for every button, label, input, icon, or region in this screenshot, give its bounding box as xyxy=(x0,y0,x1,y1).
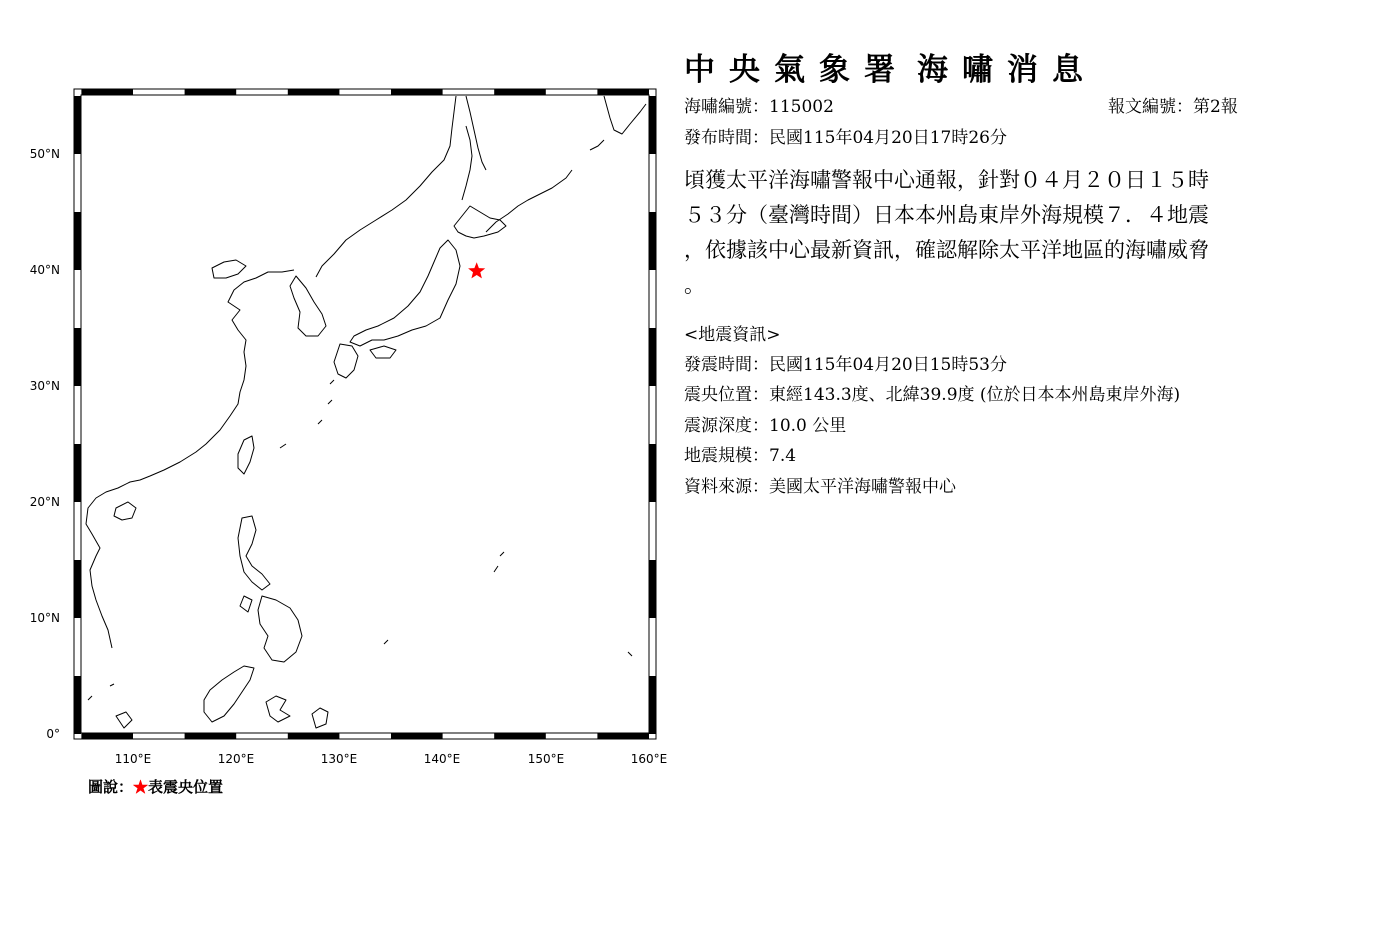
latitude-labels xyxy=(30,147,60,741)
frame-segment xyxy=(494,733,546,739)
frame-segment xyxy=(74,212,81,270)
quake-location: 震央位置：東經143.3度、北緯39.9度 (位於日本本州島東岸外海) xyxy=(684,385,1181,405)
frame-segment xyxy=(185,89,237,95)
legend-star-icon: ★ xyxy=(133,778,149,796)
tsunami-map xyxy=(0,0,680,800)
epicenter-star-icon xyxy=(468,262,485,278)
data-source: 資料來源：美國太平洋海嘯警報中心 xyxy=(684,477,956,497)
map-frame xyxy=(74,89,656,739)
page-title xyxy=(684,44,1097,89)
frame-segment xyxy=(74,96,81,154)
body-line: ５３分（臺灣時間）日本本州島東岸外海規模７．４地震 xyxy=(684,203,1209,227)
message-body xyxy=(684,163,1244,303)
quake-time: 發震時間：民國115年04月20日15時53分 xyxy=(684,355,1007,375)
frame-segment xyxy=(74,444,81,502)
report-number: 報文編號：第2報 xyxy=(1108,97,1238,117)
legend-prefix: 圖說： xyxy=(88,778,134,796)
lat-label: 30°N xyxy=(29,379,60,393)
frame-segment xyxy=(74,560,81,618)
frame-segment xyxy=(81,733,133,739)
lon-label: 160°E xyxy=(630,752,668,766)
frame-segment xyxy=(391,733,443,739)
tsunami-number: 海嘯編號：115002 xyxy=(684,97,834,117)
frame-segment xyxy=(597,89,649,95)
lon-label: 110°E xyxy=(114,752,152,766)
frame-segment xyxy=(74,328,81,386)
lat-label: 50°N xyxy=(29,147,60,161)
lat-label: 20°N xyxy=(29,495,60,509)
quake-magnitude: 地震規模：7.4 xyxy=(684,446,797,466)
body-line: 。 xyxy=(684,273,705,297)
frame-segment xyxy=(649,328,656,386)
frame-segment xyxy=(649,212,656,270)
frame-segment xyxy=(288,733,340,739)
body-line: 頃獲太平洋海嘯警報中心通報，針對０４月２０日１５時 xyxy=(684,168,1209,192)
coastlines xyxy=(86,96,646,728)
issue-time: 發布時間：民國115年04月20日17時26分 xyxy=(684,128,1007,148)
frame-segment xyxy=(391,89,443,95)
frame-segment xyxy=(494,89,546,95)
legend-text: 表震央位置 xyxy=(148,778,224,796)
lon-label: 130°E xyxy=(320,752,358,766)
lat-label: 0° xyxy=(46,727,60,741)
frame-segment xyxy=(288,89,340,95)
quake-depth: 震源深度：10.0 公里 xyxy=(684,416,847,436)
frame-segment xyxy=(597,733,649,739)
map-legend xyxy=(88,776,223,797)
frame-segment xyxy=(649,676,656,734)
message-subject: 海嘯消息 xyxy=(917,52,1097,88)
agency-name: 中央氣象署 xyxy=(684,52,909,88)
longitude-labels xyxy=(115,752,668,766)
frame-segment xyxy=(74,676,81,734)
lon-label: 150°E xyxy=(527,752,565,766)
frame-segment xyxy=(649,560,656,618)
lon-label: 120°E xyxy=(217,752,255,766)
lon-label: 140°E xyxy=(423,752,461,766)
frame-segment xyxy=(649,444,656,502)
frame-segment xyxy=(185,733,237,739)
quake-section-heading: <地震資訊> xyxy=(684,325,781,345)
body-line: ，依據該中心最新資訊，確認解除太平洋地區的海嘯威脅 xyxy=(684,238,1209,262)
frame-segment xyxy=(81,89,133,95)
lat-label: 10°N xyxy=(29,611,60,625)
frame-segment xyxy=(649,96,656,154)
lat-label: 40°N xyxy=(29,263,60,277)
